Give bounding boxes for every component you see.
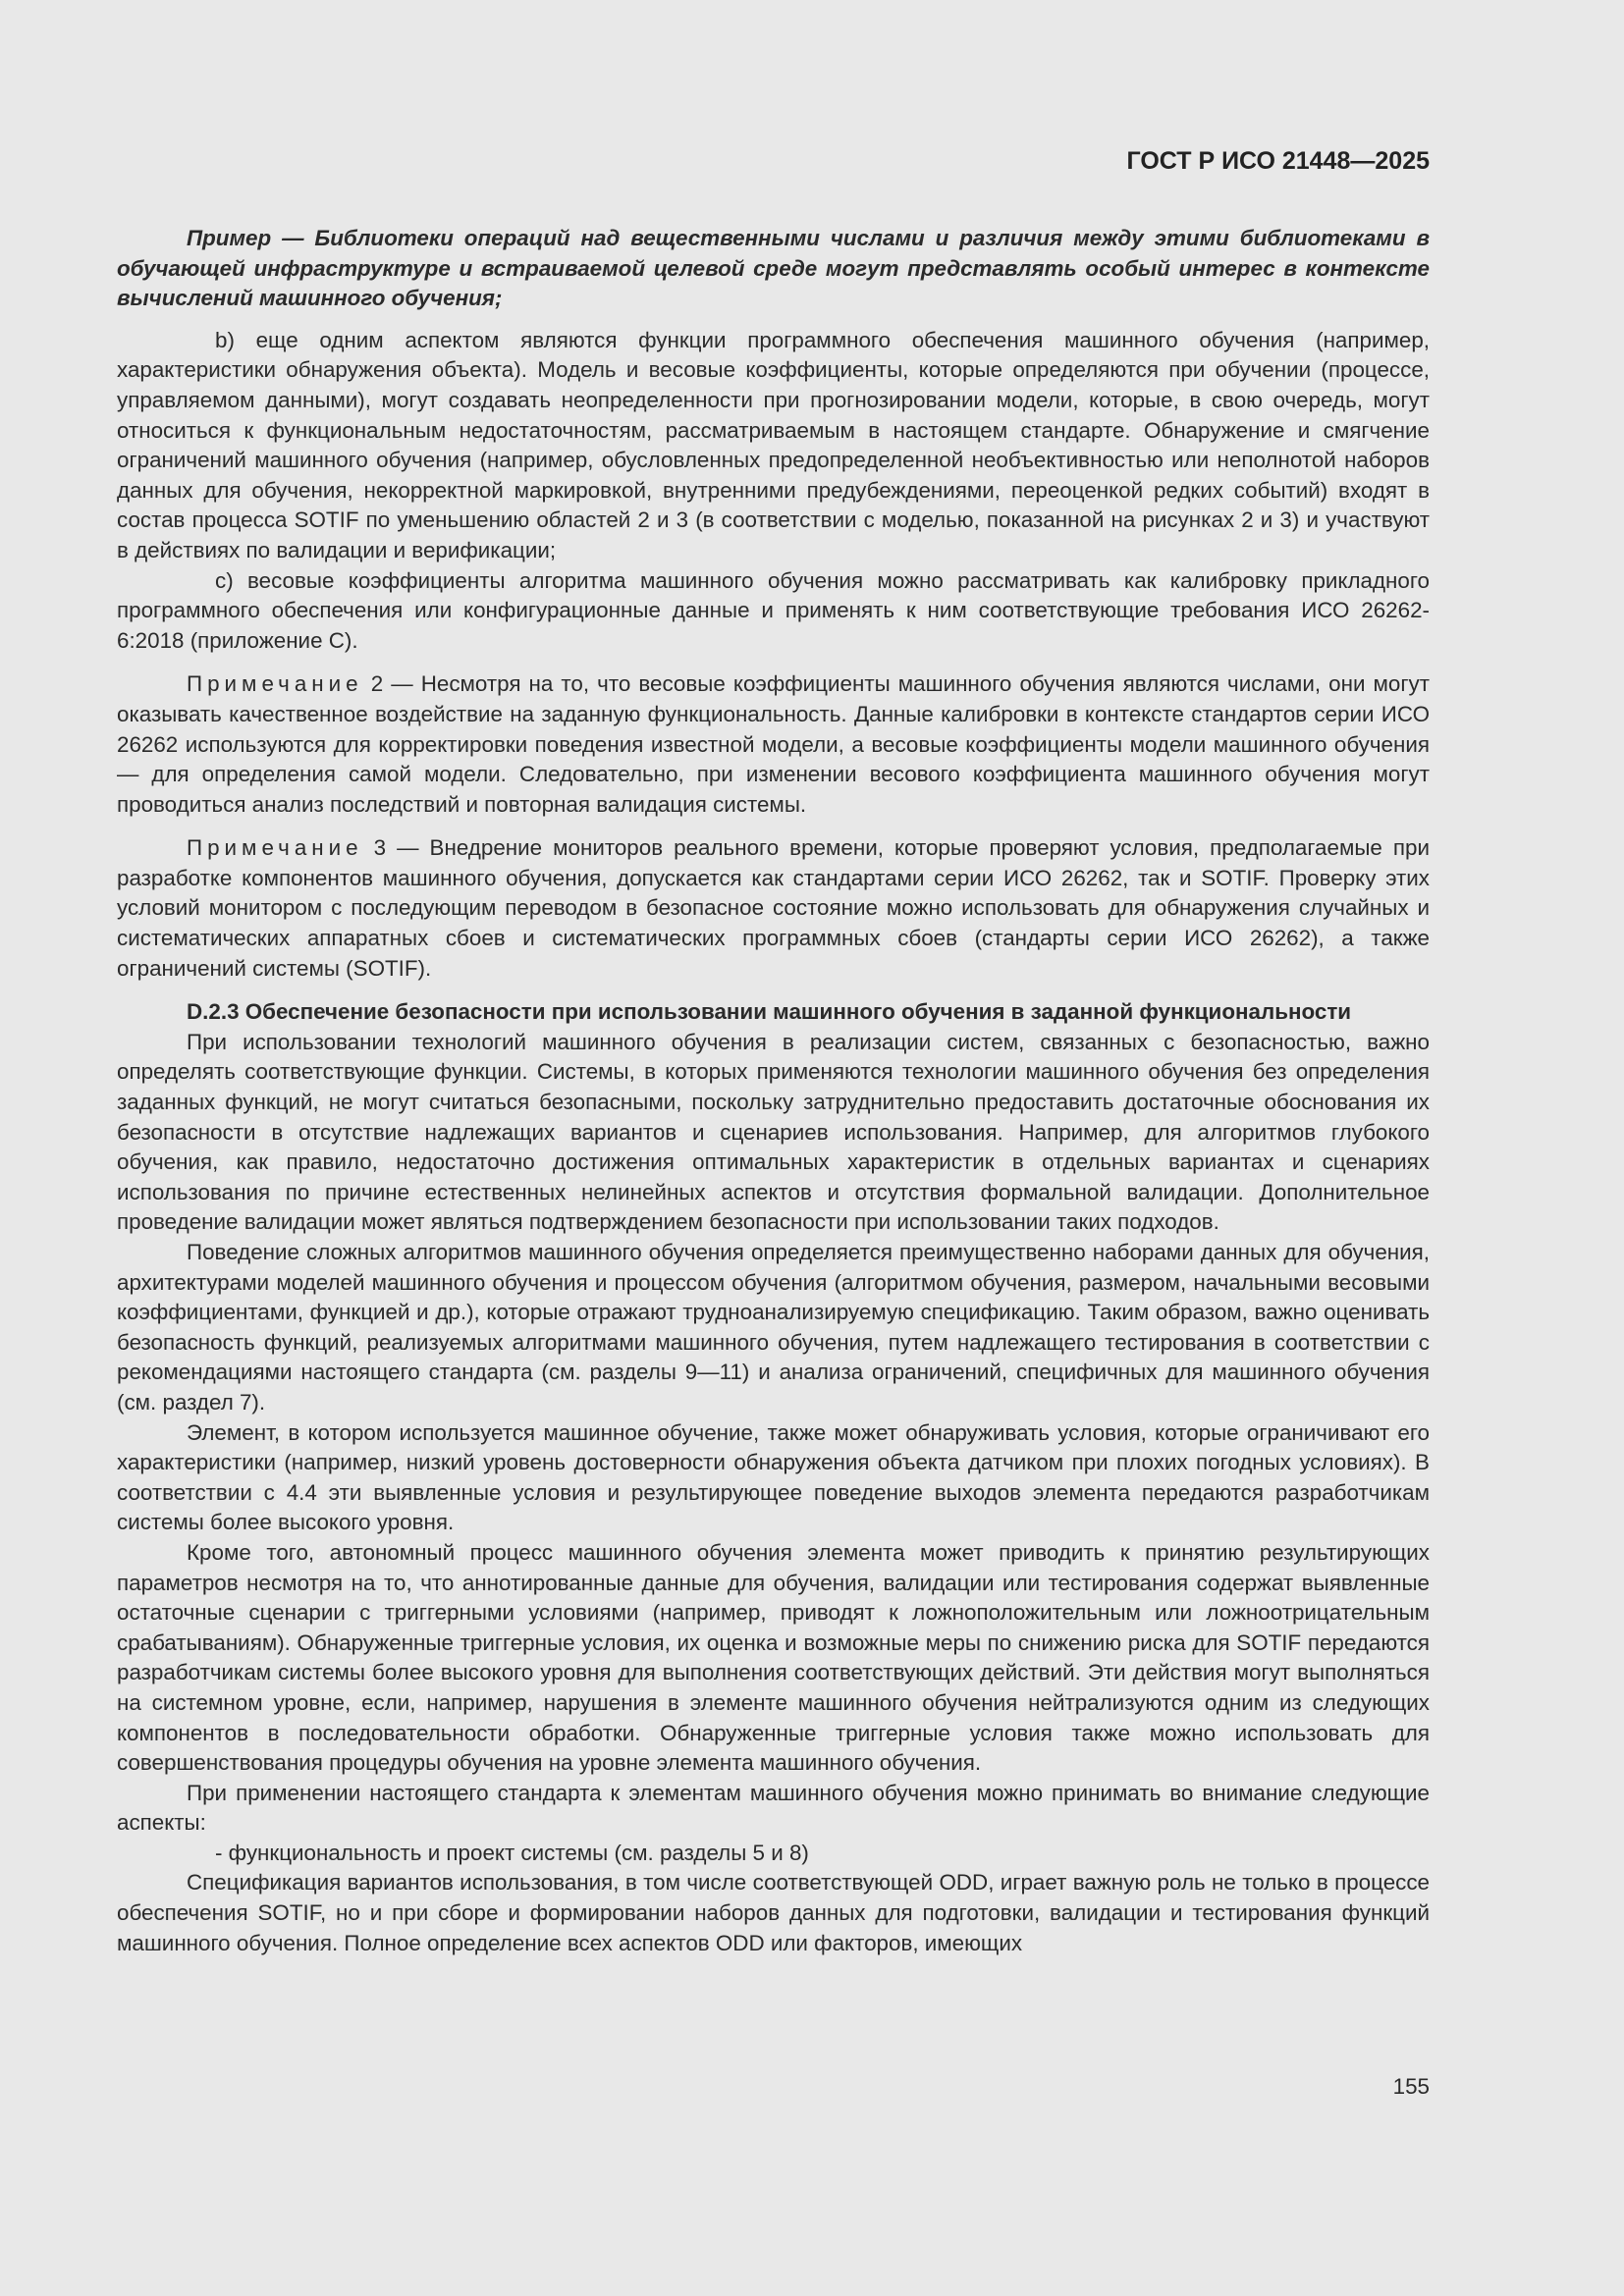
note-3-text: 3 — Внедрение мониторов реального времени, которые проверяют условия, предполагаемые при разработке компонентов машинного обучения, допускается как стандартами серии ИСО 26262, так и SOTIF. Проверку этих условий монитором с последующим переводом в безопасное состояние можно использовать для обнаружения случайных и систематических аппаратных сбоев и систематических программных сбоев (стандарты серии ИСО 26262), а также ограничений системы (SOTIF).: [117, 835, 1430, 981]
paragraph-4: Кроме того, автономный процесс машинного обучения элемента может приводить к принятию результирующих параметров несмотря на то, что аннотированные данные для обучения, валидации или тестирования содержат выявленные остаточные сценарии с триггерными условиями (например, приводят к ложноположительным или ложноотрицательным срабатываниям). Обнаруженные триггерные условия, их оценка и возможные меры по снижению риска для SOTIF передаются разработчикам системы более высокого уровня для выполнения соответствующих действий. Эти действия могут выполняться на системном уровне, если, например, нарушения в элементе машинного обучения нейтрализуются одним из следующих компонентов в последовательности обработки. Обнаруженные триггерные условия также можно использовать для совершенствования процедуры обучения на уровне элемента машинного обучения.: [117, 1539, 1430, 1776]
note-3: [117, 833, 1430, 984]
note-3-label: Примечание: [187, 835, 363, 861]
section-title: D.2.3 Обеспечение безопасности при использовании машинного обучения в заданной функциональности: [187, 999, 1352, 1025]
paragraph-1: При использовании технологий машинного обучения в реализации систем, связанных с безопасностью, важно определять соответствующие функции. Системы, в которых применяются технологии машинного обучения без определения заданных функций, не могут считаться безопасными, поскольку затруднительно предоставить достаточные обоснования их безопасности в отсутствие надлежащих вариантов и сценариев использования. Например, для алгоритмов глубокого обучения, как правило, недостаточно достижения оптимальных характеристик в отдельных вариантах и сценариях использования по причине естественных нелинейных аспектов и отсутствия формальной валидации. Дополнительное проведение валидации может являться подтверждением безопасности при использовании таких подходов.: [117, 1029, 1430, 1235]
paragraph-6: Спецификация вариантов использования, в том числе соответствующей ODD, играет важную роль не только в процессе обеспечения SOTIF, но и при сборе и формировании наборов данных для подготовки, валидации и тестирования функций машинного обучения. Полное определение всех аспектов ODD или факторов, имеющих: [117, 1870, 1430, 1955]
list-item-c: c) весовые коэффициенты алгоритма машинного обучения можно рассматривать как калибровку прикладного программного обеспечения или конфигурационные данные и применять к ним соответствующие требования ИСО 26262-6:2018 (приложение С).: [117, 567, 1430, 653]
note-2-label: Примечание: [187, 671, 363, 697]
page-number: 155: [1392, 2074, 1430, 2099]
paragraph-5: При применении настоящего стандарта к элементам машинного обучения можно принимать во внимание следующие аспекты:: [117, 1780, 1430, 1836]
dash-list-item: - функциональность и проект системы (см. разделы 5 и 8): [215, 1840, 809, 1865]
document-header: ГОСТ Р ИСО 21448—2025: [1126, 147, 1430, 175]
example-paragraph: Пример — Библиотеки операций над вещественными числами и различия между этими библиотеками в обучающей инфраструктуре и встраиваемой целевой среде могут представлять особый интерес в контексте вычислений машинного обучения;: [117, 226, 1430, 311]
list-item-b: b) еще одним аспектом являются функции программного обеспечения машинного обучения (например, характеристики обнаружения объекта). Модель и весовые коэффициенты, которые определяются при обучении (процессе, управляемом данными), могут создавать неопределенности при прогнозировании модели, которые, в свою очередь, могут относиться к функциональным недостаточностям, рассматриваемым в настоящем стандарте. Обнаружение и смягчение ограничений машинного обучения (например, обусловленных предопределенной необъективностью или неполнотой наборов данных для обучения, некорректной маркировкой, внутренними предубеждениями, переоценкой редких событий) входят в состав процесса SOTIF по уменьшению областей 2 и 3 (в соответствии с моделью, показанной на рисунках 2 и 3) и участвуют в действиях по валидации и верификации;: [117, 327, 1430, 562]
paragraph-2: Поведение сложных алгоритмов машинного обучения определяется преимущественно наборами данных для обучения, архитектурами моделей машинного обучения и процессом обучения (алгоритмом обучения, размером, начальными весовыми коэффициентами, функцией и др.), которые отражают трудноанализируемую спецификацию. Таким образом, важно оценивать безопасность функций, реализуемых алгоритмами машинного обучения, путем надлежащего тестирования в соответствии с рекомендациями настоящего стандарта (см. разделы 9—11) и анализа ограничений, специфичных для машинного обучения (см. раздел 7).: [117, 1240, 1430, 1415]
paragraph-3: Элемент, в котором используется машинное обучение, также может обнаруживать условия, которые ограничивают его характеристики (например, низкий уровень достоверности обнаружения объекта датчиком при плохих погодных условиях). В соответствии с 4.4 эти выявленные условия и результирующее поведение выходов элемента передаются разработчикам системы более высокого уровня.: [117, 1419, 1430, 1535]
note-2-text: 2 — Несмотря на то, что весовые коэффициенты машинного обучения являются числами, они могут оказывать качественное воздействие на заданную функциональность. Данные калибровки в контексте стандартов серии ИСО 26262 используются для корректировки поведения известной модели, а весовые коэффициенты модели машинного обучения — для определения самой модели. Следовательно, при изменении весового коэффициента машинного обучения могут проводиться анализ последствий и повторная валидация системы.: [117, 671, 1430, 817]
document-body: [117, 224, 1430, 1958]
note-2: [117, 669, 1430, 820]
